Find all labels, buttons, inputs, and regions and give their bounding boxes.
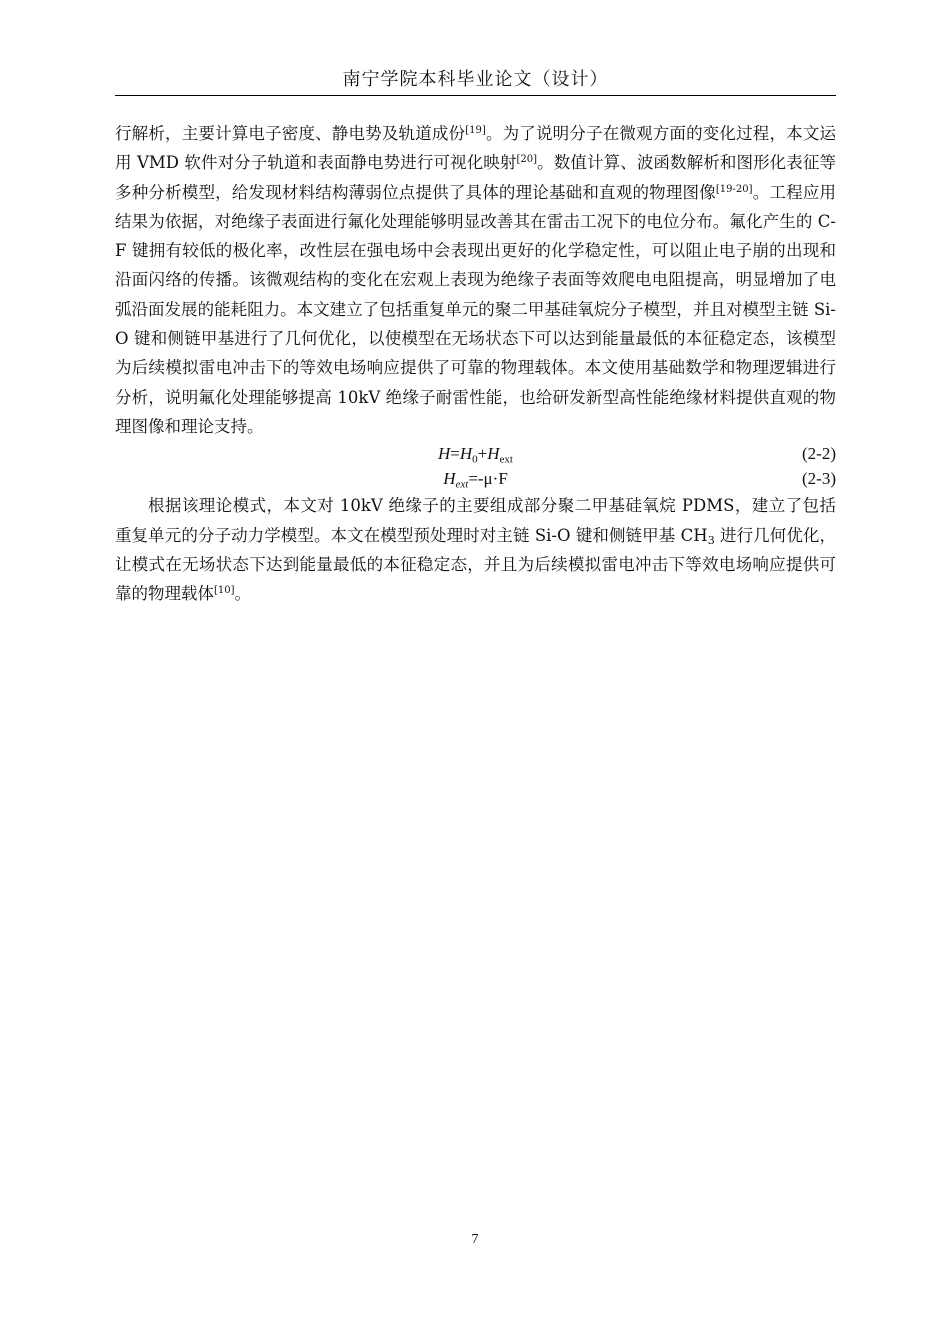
text-run: 。数值计算、波函数解析和图形化表征等多种分析模型，给发现材料结构薄弱位点提供了具体的理论基础和直观的物理图像 [115,153,837,202]
paragraph [115,119,836,441]
page-header [115,66,836,94]
header-divider [115,95,836,96]
citation: [19] [465,125,486,136]
text-run: 。为了说明分子在微观方面的变化过程，本文运用 VMD 软件对分子轨道和表面静电势进行可视化映射 [115,124,837,173]
header-title: 南宁学院本科毕业论文（设计） [342,69,609,90]
equation-2-2 [115,441,836,466]
equation-number: (2-2) [802,444,836,464]
equation-expression: $H=H_0+H_{ext}$ [438,444,513,466]
subscript: 3 [707,533,715,547]
text-run: 行解析，主要计算电子密度、静电势及轨道成份 [115,124,466,143]
paragraph [115,491,836,608]
equation-expression: $H_{ext}=-\mu\cdot F$ [443,469,508,491]
citation: [19-20] [715,183,753,195]
citation: [10] [214,585,235,597]
text-run: 。工程应用结果为依据，对绝缘子表面进行氟化处理能够明显改善其在雷击工况下的电位分布。氟化产生的 C-F 键拥有较低的极化率，改性层在强电场中会表现出更好的化学稳定性，可以阻止电子崩的出现和沿面闪络的传播。该微观结构的变化在宏观上表现为绝缘子表面等效爬电电阻提高，明显增加了电弧沿面发展的能耗阻力。本文建立了包括重复单元的聚二甲基硅氧烷分子模型，并且对模型主链 Si-O 键和侧链甲基进行了几何优化，以使模型在无场状态下可以达到能量最低的本征稳定态，该模型为后续模拟雷电冲击下的等效电场响应提供了可靠的物理载体。本文使用基础数学和物理逻辑进行分析，说明氟化处理能够提高 10kV 绝缘子耐雷性能，也给研发新型高性能绝缘材料提供直观的物理图像和理论支持。 [115,182,837,436]
document-body [115,119,836,608]
equation-2-3 [115,466,836,491]
text-run: 。 [234,584,252,604]
citation: [20] [516,154,538,166]
page-number: 7 [471,1232,479,1247]
text-run: 进行几何优化，让模式在无场状态下达到能量最低的本征稳定态，并且为后续模拟雷电冲击下等效电场响应提供可靠的物理载体 [115,525,836,604]
text-run: 根据该理论模式，本文对 10kV 绝缘子的主要组成部分聚二甲基硅氧烷 PDMS，建立了包括重复单元的分子动力学模型。本文在模型预处理时对主链 Si-O 键和侧链甲基 CH [115,496,836,545]
equation-number: (2-3) [802,469,836,489]
